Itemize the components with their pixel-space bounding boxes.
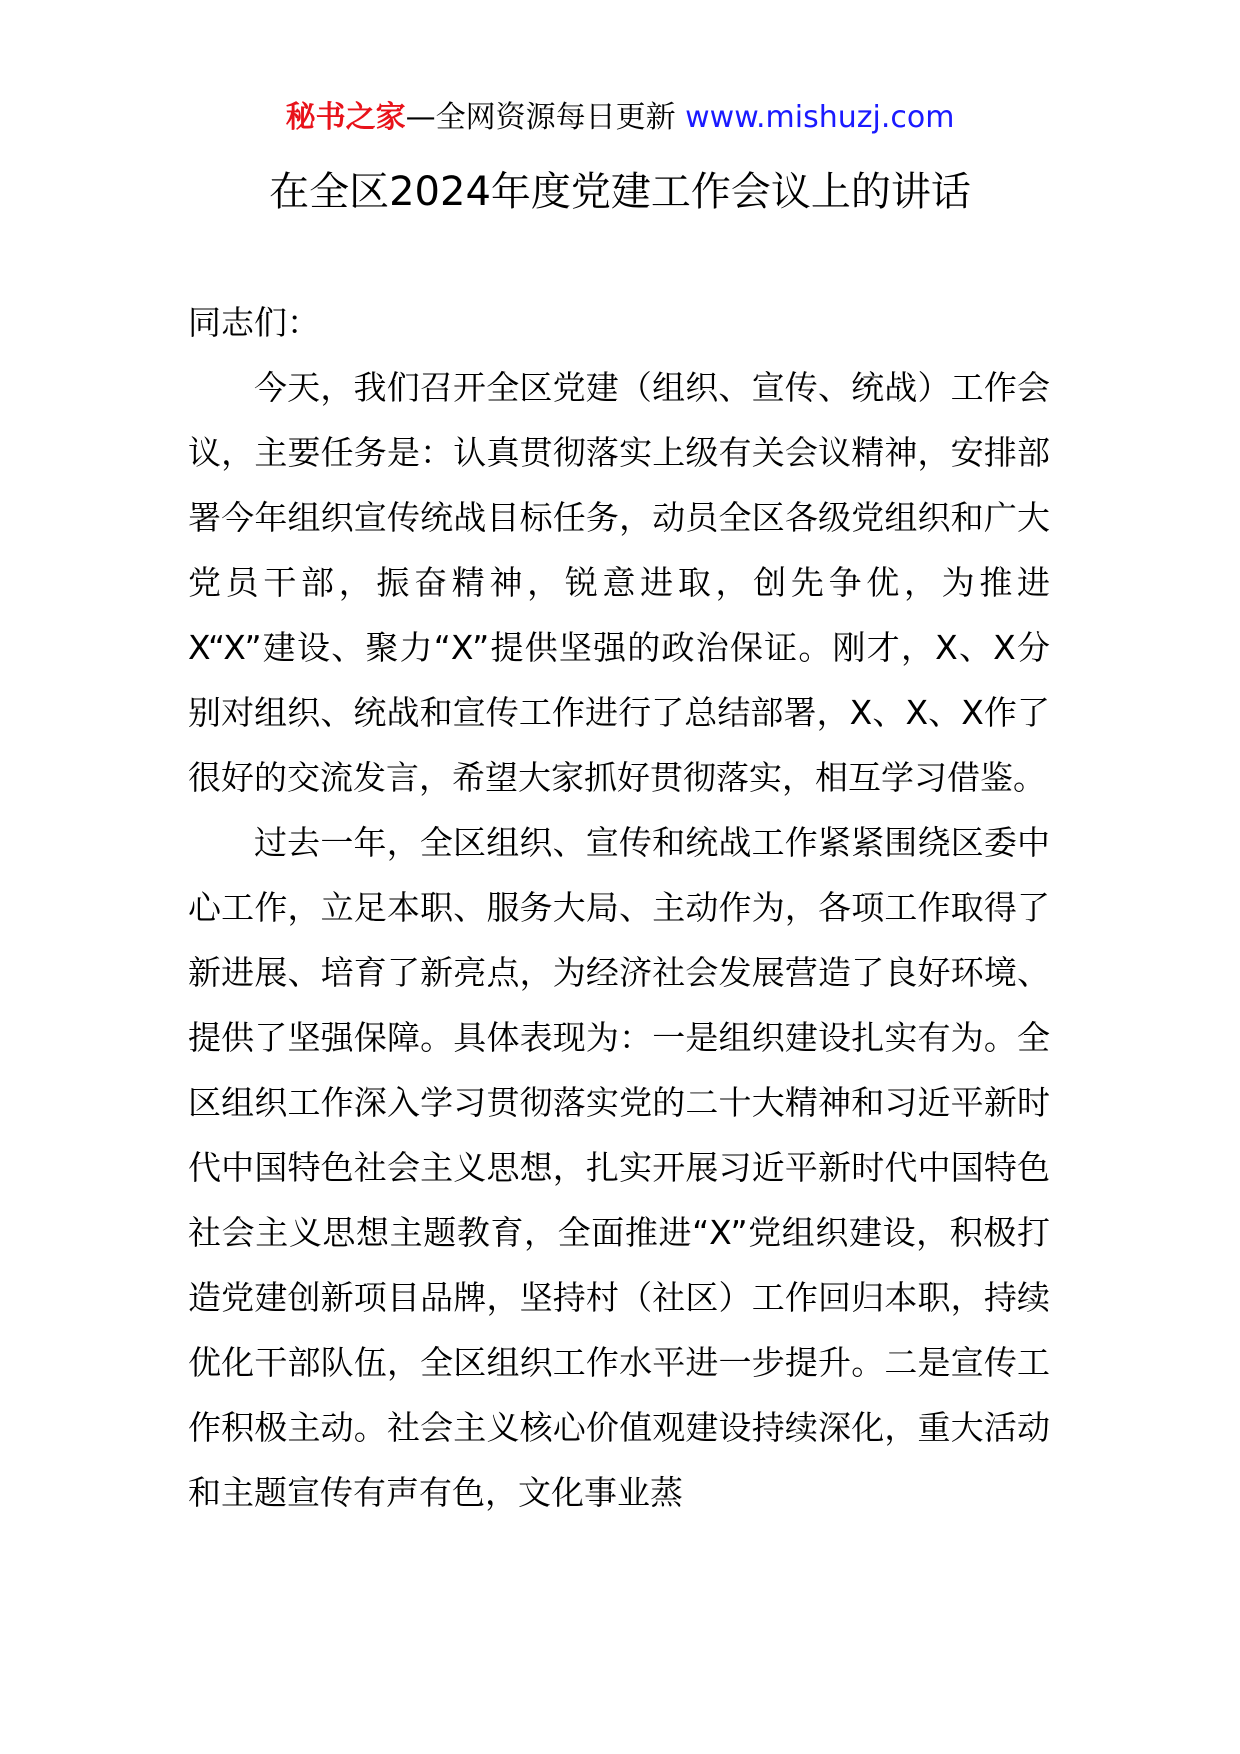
- salutation: 同志们：: [188, 303, 320, 342]
- document-title: 在全区2024年度党建工作会议上的讲话: [269, 169, 971, 215]
- site-url-link[interactable]: www.mishuzj.com: [685, 100, 955, 135]
- brand-name: 秘书之家: [285, 100, 406, 135]
- paragraph-1: 今天，我们召开全区党建（组织、宣传、统战）工作会议，主要任务是：认真贯彻落实上级有关会议精神，安排部署今年组织宣传统战目标任务，动员全区各级党组织和广大党员干部，振奋精神，锐意进取，创先争优，为推进X“X”建设、聚力“X”提供坚强的政治保证。刚才，X、X分别对组织、统战和宣传工作进行了总结部署，X、X、X作了很好的交流发言，希望大家抓好贯彻落实，相互学习借鉴。: [188, 368, 1050, 797]
- site-header: [0, 98, 1240, 138]
- paragraph-2: 过去一年，全区组织、宣传和统战工作紧紧围绕区委中心工作，立足本职、服务大局、主动作为，各项工作取得了新进展、培育了新亮点，为经济社会发展营造了良好环境、提供了坚强保障。具体表现为：一是组织建设扎实有为。全区组织工作深入学习贯彻落实党的二十大精神和习近平新时代中国特色社会主义思想，扎实开展习近平新时代中国特色社会主义思想主题教育，全面推进“X”党组织建设，积极打造党建创新项目品牌，坚持村（社区）工作回归本职，持续优化干部队伍，全区组织工作水平进一步提升。二是宣传工作积极主动。社会主义核心价值观建设持续深化，重大活动和主题宣传有声有色，文化事业蒸: [188, 823, 1050, 1512]
- document-body: [188, 290, 1050, 1525]
- header-tagline: —全网资源每日更新: [405, 100, 676, 135]
